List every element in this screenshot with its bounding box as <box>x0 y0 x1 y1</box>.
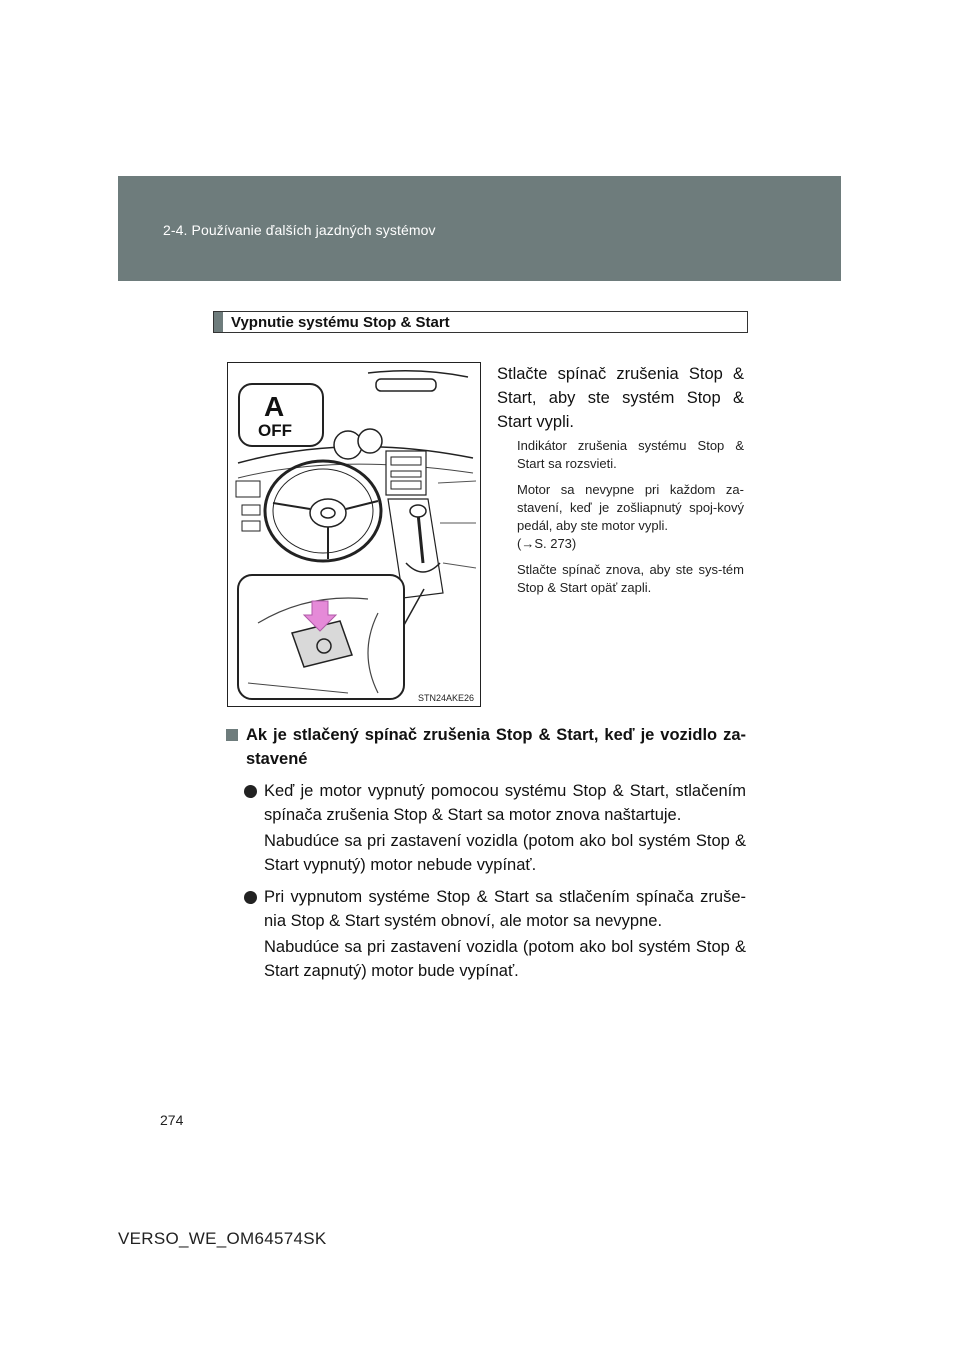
document-code: VERSO_WE_OM64574SK <box>118 1229 327 1248</box>
subsection-title: Vypnutie systému Stop & Start <box>231 313 450 331</box>
page-number: 274 <box>160 1112 184 1128</box>
info-block <box>226 723 746 983</box>
instruction-text: Stlačte spínač zrušenia Stop & Start, aby ste systém Stop & Start vypli. <box>497 365 744 431</box>
heading-marker <box>214 312 223 332</box>
bullet-dot-icon <box>244 785 257 798</box>
bullet-paragraph: Nabudúce sa pri zastavení vozidla (potom ako bol systém Stop & Start zapnutý) motor bude vypínať. <box>264 938 746 980</box>
notes-list <box>517 437 744 605</box>
off-indicator-callout <box>238 383 324 447</box>
info-block-title-text: Ak je stlačený spínač zrušenia Stop & Start, keď je vozidlo za-stavené <box>246 726 746 768</box>
dashboard-illustration <box>227 362 481 707</box>
auto-indicator-letter: A <box>264 391 285 422</box>
page-reference: (→S. 273) <box>517 536 577 551</box>
bullet-paragraph: Pri vypnutom systéme Stop & Start sa stlačením spínača zruše-nia Stop & Start systém obnoví, ale motor sa nevypne. <box>264 888 746 930</box>
off-indicator-label: OFF <box>258 421 292 440</box>
note-item <box>517 481 744 553</box>
note-item: Stlačte spínač znova, aby ste sys-tém Stop & Start opäť zapli. <box>517 562 744 595</box>
info-block-title <box>226 723 746 771</box>
note-text: Motor sa nevypne pri každom za-stavení, keď je zošliapnutý spoj-kový pedál, aby ste motor vypli. <box>517 482 744 533</box>
figure-code: STN24AKE26 <box>417 693 474 703</box>
bullet-item <box>226 779 746 877</box>
subsection-heading <box>213 311 748 333</box>
bullet-item <box>226 885 746 983</box>
square-bullet-icon <box>226 729 238 741</box>
bullet-paragraph: Keď je motor vypnutý pomocou systému Stop & Start, stlačením spínača zrušenia Stop & Start sa motor znova naštartuje. <box>264 782 746 824</box>
section-title: 2-4. Používanie ďalších jazdných systémov <box>163 222 436 238</box>
bullet-dot-icon <box>244 891 257 904</box>
note-item: Indikátor zrušenia systému Stop & Start sa rozsvieti. <box>517 438 744 471</box>
chapter-header <box>118 176 841 281</box>
bullet-paragraph: Nabudúce sa pri zastavení vozidla (potom ako bol systém Stop & Start vypnutý) motor nebude vypínať. <box>264 832 746 874</box>
